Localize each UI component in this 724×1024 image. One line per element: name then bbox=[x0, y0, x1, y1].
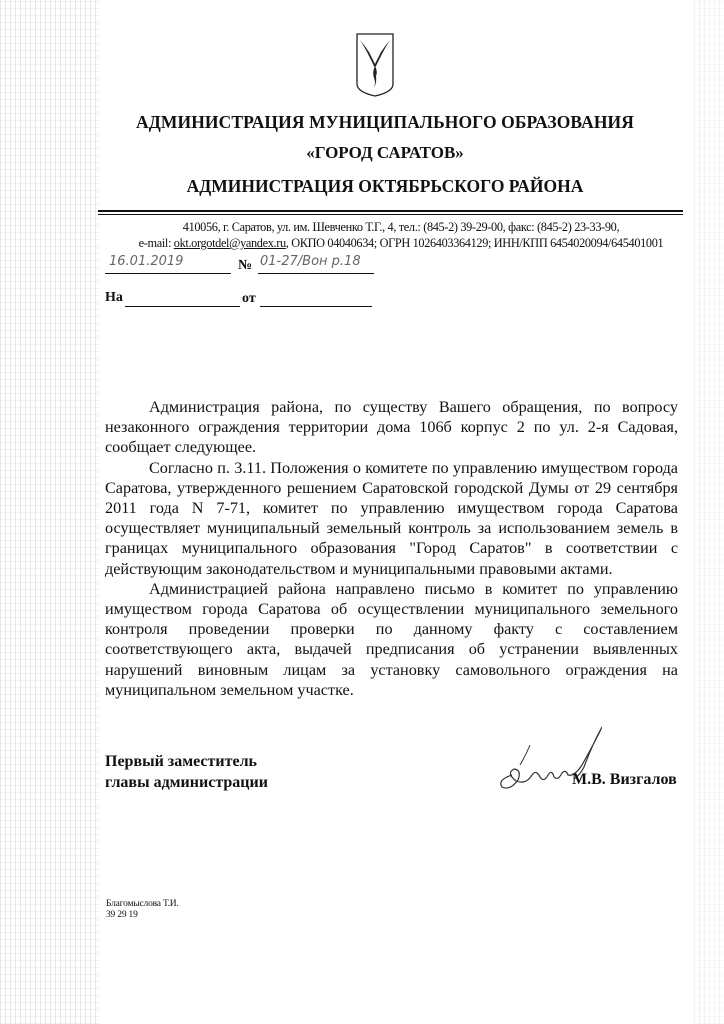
org-title-line1: АДМИНИСТРАЦИЯ МУНИЦИПАЛЬНОГО ОБРАЗОВАНИЯ bbox=[136, 112, 634, 132]
letter-body bbox=[105, 397, 678, 700]
contacts-line bbox=[96, 236, 706, 251]
org-title-line2: «ГОРОД САРАТОВ» bbox=[306, 143, 464, 162]
org-title-line3: АДМИНИСТРАЦИЯ ОКТЯБРЬСКОГО РАЙОНА bbox=[186, 176, 584, 196]
email-link[interactable]: okt.orgotdel@yandex.ru bbox=[173, 236, 286, 250]
signatory-title bbox=[105, 751, 268, 793]
executor-name: Благомыслова Т.И. bbox=[106, 899, 179, 909]
reference-from-label: от bbox=[242, 291, 256, 306]
number-label: № bbox=[238, 258, 253, 273]
signatory-title-line1: Первый заместитель bbox=[105, 753, 257, 770]
header-rule-thin bbox=[98, 214, 683, 215]
signatory-name: М.В. Визгалов bbox=[572, 771, 677, 788]
header-rule-thick bbox=[98, 210, 683, 212]
address-line: 410056, г. Саратов, ул. им. Шевченко Т.Г., 4, тел.: (845-2) 39-29-00, факс: (845-2) 23-33-90, bbox=[182, 220, 620, 234]
paragraph: Администрация района, по существу Вашего обращения, по вопросу незаконного ограждения территории дома 106б корпус 2 по ул. 2-я Садовая, сообщает следующее. bbox=[105, 398, 678, 457]
paragraph: Администрацией района направлено письмо в комитет по управлению имуществом города Саратова об осуществлении муниципального земельного контроля проведении проверки по данному факту с составлением соответствующего акта, выдачей предписания об устранении выявленных нарушений виновным лицам за установку самовольного ограждения на муниципальном земельном участке. bbox=[105, 579, 678, 699]
reference-label: На bbox=[105, 290, 123, 305]
signatory-title-line2: главы администрации bbox=[105, 774, 268, 791]
outgoing-number-field: 01-27/Вон р.18 bbox=[258, 254, 374, 274]
paragraph: Согласно п. 3.11. Положения о комитете по управлению имуществом города Саратова, утвержденного решением Саратовской городской Думы от 29 сентября 2011 года N 7-71, комитет по управлению имуществом города Саратова осуществляет муниципальный земельный контроль за использованием земель в границах муниципального образования "Город Саратов" в соответствии с действующим законодательством и муниципальными правовыми актами. bbox=[105, 458, 678, 578]
reference-blank bbox=[125, 291, 240, 307]
reference-date-blank bbox=[260, 291, 372, 307]
outgoing-date-field: 16.01.2019 bbox=[105, 254, 231, 274]
coat-of-arms-icon bbox=[355, 32, 395, 100]
registry-codes: , ОКПО 04040634; ОГРН 1026403364129; ИНН/КПП 6454020094/645401001 bbox=[285, 236, 664, 250]
email-label: e-mail: bbox=[138, 236, 174, 250]
executor-phone: 39 29 19 bbox=[106, 910, 138, 920]
executor-info bbox=[106, 899, 179, 921]
